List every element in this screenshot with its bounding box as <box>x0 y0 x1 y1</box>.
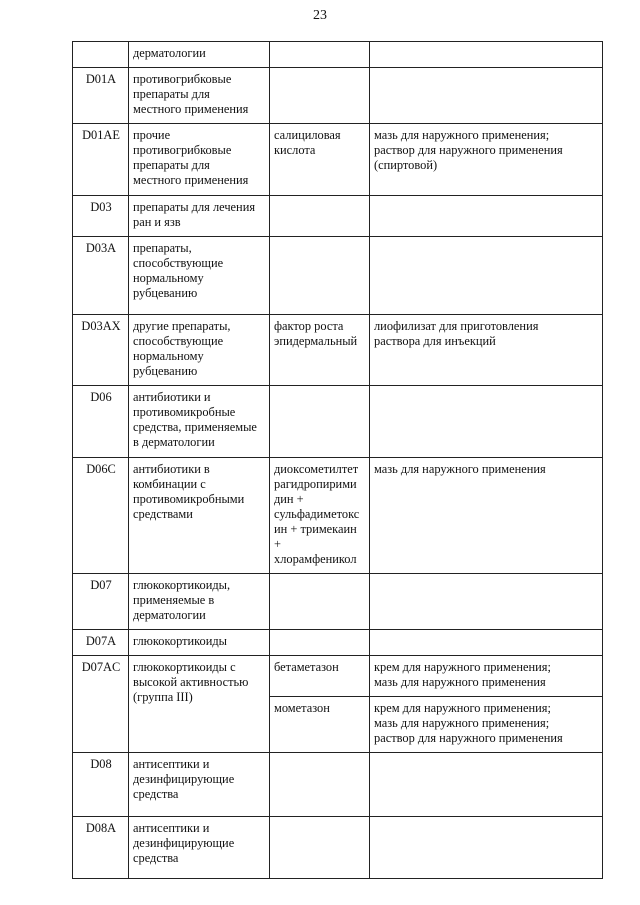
table-row <box>73 458 603 574</box>
dosage-form-cell <box>370 42 603 68</box>
atc-code-cell <box>73 42 129 68</box>
table-row <box>73 196 603 237</box>
group-name-cell: прочие противогрибковые препараты для местного применения <box>129 124 270 196</box>
drug-name-cell <box>270 68 370 124</box>
drug-name-cell <box>270 753 370 817</box>
table-row <box>73 68 603 124</box>
table-row <box>73 656 603 697</box>
atc-code-cell: D03 <box>73 196 129 237</box>
group-name-cell: противогрибковые препараты для местного применения <box>129 68 270 124</box>
table-row <box>73 237 603 315</box>
atc-code-cell: D08 <box>73 753 129 817</box>
group-name-cell: антибиотики и противомикробные средства, применяемые в дерматологии <box>129 386 270 458</box>
atc-code-cell: D07A <box>73 630 129 656</box>
dosage-form-cell: мазь для наружного применения <box>370 458 603 574</box>
atc-code-cell: D01AE <box>73 124 129 196</box>
drug-name-cell: мометазон <box>270 697 370 753</box>
table-body <box>73 42 603 879</box>
table-row <box>73 124 603 196</box>
atc-code-cell: D06C <box>73 458 129 574</box>
dosage-form-cell: мазь для наружного применения; раствор для наружного применения (спиртовой) <box>370 124 603 196</box>
drug-name-cell <box>270 42 370 68</box>
dosage-form-cell <box>370 630 603 656</box>
drug-name-cell <box>270 574 370 630</box>
table-row <box>73 386 603 458</box>
atc-code-cell: D06 <box>73 386 129 458</box>
table-row <box>73 753 603 817</box>
drug-table <box>72 41 603 879</box>
page-number: 23 <box>313 8 327 23</box>
drug-name-cell <box>270 196 370 237</box>
drug-name-cell: салициловая кислота <box>270 124 370 196</box>
table-row <box>73 630 603 656</box>
atc-code-cell: D03A <box>73 237 129 315</box>
drug-name-cell <box>270 386 370 458</box>
drug-name-cell: бетаметазон <box>270 656 370 697</box>
atc-code-cell: D03AX <box>73 315 129 386</box>
dosage-form-cell <box>370 196 603 237</box>
group-name-cell: глюкокортикоиды <box>129 630 270 656</box>
atc-code-cell: D01A <box>73 68 129 124</box>
group-name-cell: препараты, способствующие нормальному рубцеванию <box>129 237 270 315</box>
drug-name-cell: фактор роста эпидермальный <box>270 315 370 386</box>
group-name-cell: дерматологии <box>129 42 270 68</box>
group-name-cell: антисептики и дезинфицирующие средства <box>129 753 270 817</box>
dosage-form-cell <box>370 574 603 630</box>
dosage-form-cell: крем для наружного применения; мазь для наружного применения; раствор для наружного применения <box>370 697 603 753</box>
dosage-form-cell <box>370 68 603 124</box>
table-row <box>73 315 603 386</box>
drug-name-cell <box>270 237 370 315</box>
dosage-form-cell: крем для наружного применения; мазь для наружного применения <box>370 656 603 697</box>
drug-name-cell <box>270 630 370 656</box>
group-name-cell: антибиотики в комбинации с противомикробными средствами <box>129 458 270 574</box>
group-name-cell: препараты для лечения ран и язв <box>129 196 270 237</box>
group-name-cell: глюкокортикоиды, применяемые в дерматологии <box>129 574 270 630</box>
table-row <box>73 817 603 879</box>
group-name-cell: антисептики и дезинфицирующие средства <box>129 817 270 879</box>
table-row <box>73 574 603 630</box>
group-name-cell: глюкокортикоиды с высокой активностью (группа III) <box>129 656 270 753</box>
atc-code-cell: D07 <box>73 574 129 630</box>
dosage-form-cell: лиофилизат для приготовления раствора для инъекций <box>370 315 603 386</box>
dosage-form-cell <box>370 817 603 879</box>
atc-code-cell: D07AC <box>73 656 129 753</box>
atc-code-cell: D08A <box>73 817 129 879</box>
table-row <box>73 42 603 68</box>
drug-name-cell <box>270 817 370 879</box>
dosage-form-cell <box>370 386 603 458</box>
dosage-form-cell <box>370 237 603 315</box>
dosage-form-cell <box>370 753 603 817</box>
group-name-cell: другие препараты, способствующие нормальному рубцеванию <box>129 315 270 386</box>
drug-name-cell: диоксометилтет рагидропирими дин + сульфадиметокс ин + тримекаин + хлорамфеникол <box>270 458 370 574</box>
